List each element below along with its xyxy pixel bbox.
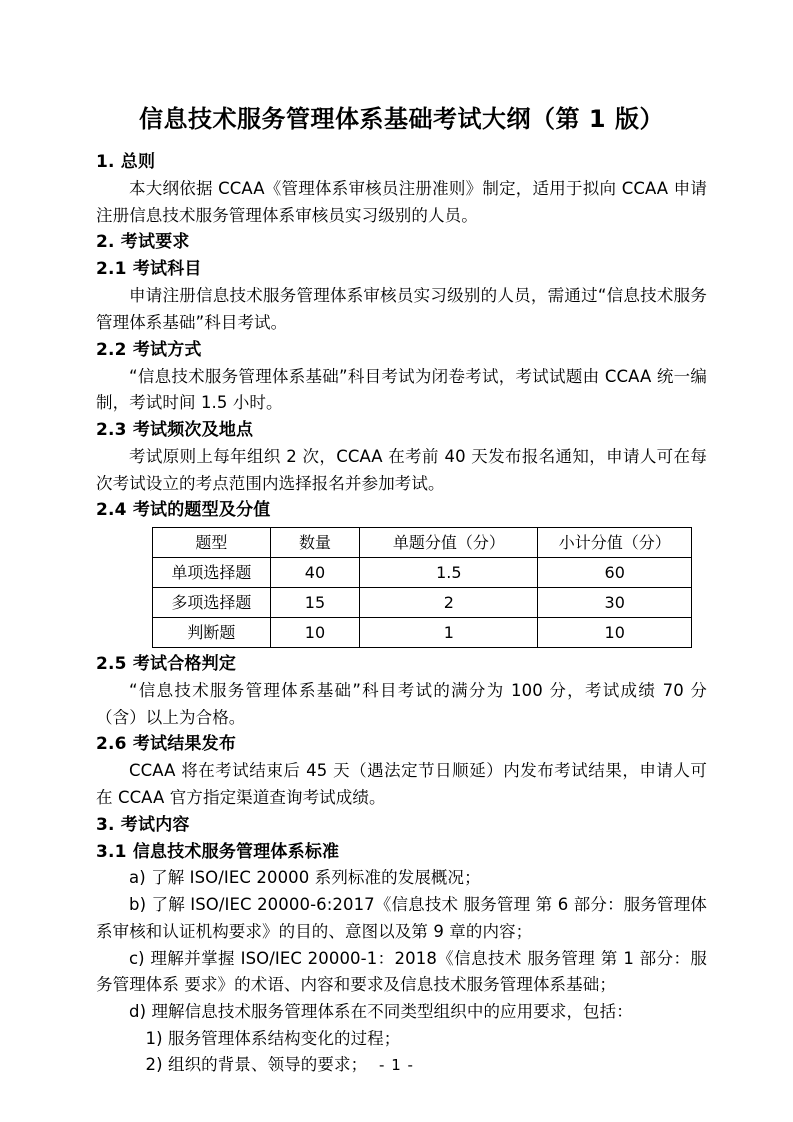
table-cell-type: 判断题 (153, 618, 271, 648)
table-header-cell-count: 数量 (270, 528, 360, 558)
table-cell-type: 单项选择题 (153, 558, 271, 588)
content-subitem-2: 2) 组织的背景、领导的要求； (145, 1055, 368, 1075)
page-number: - 1 - (379, 1056, 414, 1074)
section-paragraph-2-2-1: “信息技术服务管理体系基础”科目考试为闭卷考试，考试试题由 CCAA 统一编制，考试时间 1.5 小时。 (96, 366, 707, 413)
table-cell-subtotal: 30 (538, 588, 692, 618)
section-paragraph-2-1-1: 申请注册信息技术服务管理体系审核员实习级别的人员，需通过“信息技术服务管理体系基础”科目考试。 (96, 286, 707, 332)
content-subitem-1: 1) 服务管理体系结构变化的过程； (145, 1028, 401, 1048)
table-cell-subtotal: 10 (538, 618, 692, 648)
section-heading-3-1: 3.1 信息技术服务管理体系标准 (96, 841, 340, 862)
table-cell-unit-score: 1.5 (360, 558, 538, 588)
section-paragraph-2-6-1: CCAA 将在考试结束后 45 天（遇法定节日顺延）内发布考试结果，申请人可在 CCAA 官方指定渠道查询考试成绩。 (96, 761, 707, 807)
section-heading-2-4: 2.4 考试的题型及分值 (96, 500, 271, 521)
section-heading-1: 1. 总则 (96, 152, 156, 173)
section-heading-2-1: 2.1 考试科目 (96, 259, 202, 280)
table-cell-count: 10 (270, 618, 360, 648)
section-heading-2-5: 2.5 考试合格判定 (96, 654, 237, 675)
table-header-cell-subtotal: 小计分值（分） (538, 528, 692, 558)
table-row (153, 588, 692, 618)
table-header-cell-unit-score: 单题分值（分） (360, 528, 538, 558)
table-header-cell-type: 题型 (153, 528, 271, 558)
content-item-a: a) 了解 ISO/IEC 20000 系列标准的发展概况； (129, 868, 481, 888)
section-paragraph-2-5-1: “信息技术服务管理体系基础”科目考试的满分为 100 分，考试成绩 70 分（含）以上为合格。 (96, 680, 707, 727)
table-cell-subtotal: 60 (538, 558, 692, 588)
content-item-c: c) 理解并掌握 ISO/IEC 20000-1：2018《信息技术 服务管理 第 1 部分：服务管理体系 要求》的术语、内容和要求及信息技术服务管理体系基础； (96, 948, 707, 995)
page-title: 信息技术服务管理体系基础考试大纲（第 1 版） (139, 105, 664, 133)
section-heading-2-6: 2.6 考试结果发布 (96, 734, 237, 755)
content-item-d: d) 理解信息技术服务管理体系在不同类型组织中的应用要求，包括： (129, 1002, 633, 1021)
section-heading-3: 3. 考试内容 (96, 814, 190, 835)
content-item-b: b) 了解 ISO/IEC 20000-6:2017《信息技术 服务管理 第 6 部分：服务管理体系审核和认证机构要求》的目的、意图以及第 9 章的内容； (96, 895, 707, 941)
section-paragraph-2-3-1: 考试原则上每年组织 2 次，CCAA 在考前 40 天发布报名通知，申请人可在每次考试设立的考点范围内选择报名并参加考试。 (96, 446, 707, 493)
table-row (153, 558, 692, 588)
section-paragraph-1-1: 本大纲依据 CCAA《管理体系审核员注册准则》制定，适用于拟向 CCAA 申请注册信息技术服务管理体系审核员实习级别的人员。 (96, 179, 707, 225)
table-header-row (153, 528, 692, 558)
section-heading-2-3: 2.3 考试频次及地点 (96, 419, 254, 440)
table-cell-unit-score: 2 (360, 588, 538, 618)
section-heading-2-2: 2.2 考试方式 (96, 339, 202, 360)
table-cell-type: 多项选择题 (153, 588, 271, 618)
table-row (153, 618, 692, 648)
table-cell-count: 40 (270, 558, 360, 588)
table-cell-count: 15 (270, 588, 360, 618)
table-cell-unit-score: 1 (360, 618, 538, 648)
score-table (152, 527, 692, 648)
section-heading-2: 2. 考试要求 (96, 232, 190, 253)
